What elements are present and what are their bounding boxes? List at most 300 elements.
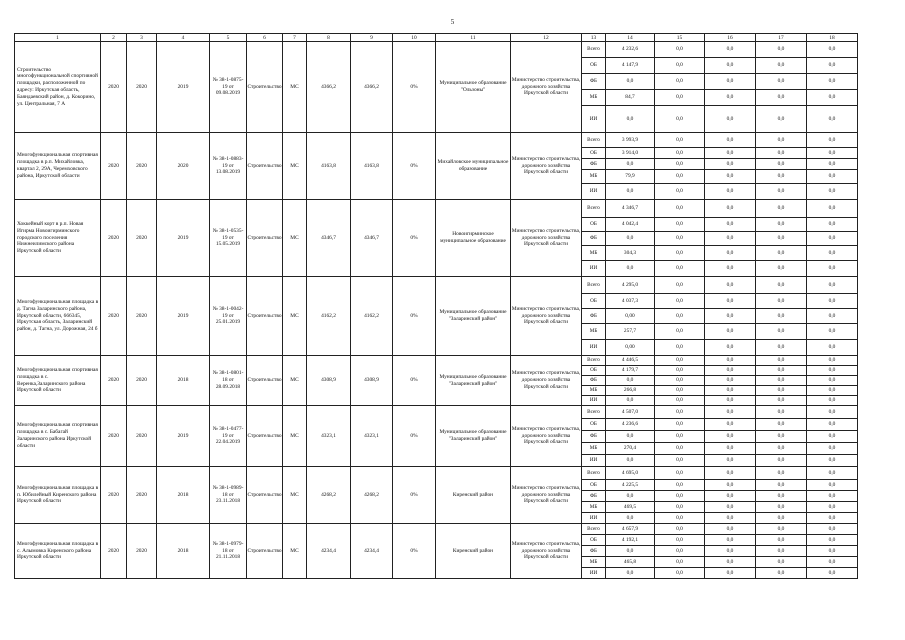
object-c6-cell: Строительство [247,42,283,133]
funding-value-cell: 0,0 [807,502,858,513]
object-c7-cell: МС [283,277,307,356]
funding-category-cell: ИИ [582,513,606,524]
funding-value-cell: 0,0 [606,568,655,579]
object-c9-cell: 4163,8 [351,133,393,200]
funding-value-cell: 0,0 [606,491,655,502]
object-name-cell: Многофункциональная спортивная площадка в с. Веренка,Заларинского района Иркутской области [15,356,101,406]
funding-value-cell: 0,0 [705,309,756,324]
header-cell: 17 [756,34,807,42]
funding-value-cell: 0,0 [756,431,807,443]
funding-value-cell: 0,0 [756,232,807,246]
funding-value-cell: 0,0 [655,200,705,218]
funding-value-cell: 0,0 [705,419,756,431]
funding-value-cell: 0,0 [705,513,756,524]
funding-value-cell: 0,0 [705,386,756,396]
funding-category-cell: ОБ [582,294,606,309]
object-name-cell: Строительство многофункциональной спортивной площадки, расположенной по адресу: Иркутская область, Баяндаевский район, д. Кокорино, ул. Центральная, 7 А [15,42,101,133]
funding-value-cell: 0,0 [756,396,807,406]
funding-value-cell: 3 914,0 [606,148,655,159]
funding-value-cell: 0,0 [655,159,705,170]
funding-category-cell: Всего [582,524,606,535]
funding-value-cell: 0,0 [655,431,705,443]
object-c6-cell: Строительство [247,277,283,356]
funding-value-cell: 0,0 [705,491,756,502]
object-c6-cell: Строительство [247,406,283,467]
funding-value-cell: 0,0 [705,443,756,455]
funding-value-cell: 0,0 [655,524,705,535]
funding-value-cell: 0,0 [705,480,756,491]
funding-value-cell: 0,0 [655,324,705,340]
funding-value-cell: 0,0 [655,170,705,184]
funding-value-cell: 0,0 [756,90,807,106]
funding-value-cell: 0,0 [705,366,756,376]
header-cell: 10 [393,34,436,42]
header-cell: 15 [655,34,705,42]
funding-value-cell: 0,0 [756,170,807,184]
funding-value-cell: 0,0 [807,535,858,546]
object-c2-cell: 2020 [101,42,127,133]
object-c7-cell: МС [283,42,307,133]
funding-value-cell: 0,0 [655,74,705,90]
object-c6-cell: Строительство [247,133,283,200]
header-cell: 12 [511,34,582,42]
funding-category-cell: Всего [582,406,606,419]
funding-value-cell: 304,3 [606,246,655,261]
funding-value-cell: 465,8 [606,557,655,568]
funding-value-cell: 0,0 [807,218,858,232]
funding-value-cell: 0,0 [807,491,858,502]
funding-value-cell: 0,0 [655,419,705,431]
funding-value-cell: 0,0 [655,396,705,406]
funding-value-cell: 0,0 [705,58,756,74]
funding-category-cell: ФБ [582,546,606,557]
funding-value-cell: 4 232,6 [606,42,655,58]
funding-value-cell: 0,0 [756,294,807,309]
funding-value-cell: 4 657,9 [606,524,655,535]
funding-value-cell: 0,0 [807,340,858,356]
object-c4-cell: 2020 [157,133,210,200]
table-row [15,133,858,148]
object-c3-cell: 2020 [127,42,157,133]
object-c5-cell: № 38-1-0989-18 от 23.11.2018 [210,467,247,524]
object-c7-cell: МС [283,524,307,579]
header-cell: 2 [101,34,127,42]
header-cell: 3 [127,34,157,42]
object-c12-cell: Министерство строительства, дорожного хозяйства Иркутской области [511,277,582,356]
object-c10-cell: 0% [393,356,436,406]
object-name-cell: Многофункциональная площадка в д. Тагна Заларинского района, Иркутской области, 666345, Иркутская область, Заларинский район, д. Тагна, ул. Дорожная, 24 б [15,277,101,356]
funding-value-cell: 0,0 [606,261,655,277]
funding-category-cell: ОБ [582,148,606,159]
funding-value-cell: 0,0 [807,356,858,366]
funding-category-cell: ОБ [582,366,606,376]
funding-category-cell: ФБ [582,309,606,324]
object-c7-cell: МС [283,406,307,467]
funding-value-cell: 0,0 [655,340,705,356]
funding-value-cell: 0,0 [756,524,807,535]
table-row [15,524,858,535]
header-cell: 16 [705,34,756,42]
funding-value-cell: 0,0 [756,324,807,340]
funding-value-cell: 0,0 [756,467,807,480]
funding-value-cell: 0,0 [756,106,807,133]
funding-value-cell: 0,0 [606,513,655,524]
funding-value-cell: 0,0 [756,568,807,579]
object-c9-cell: 4162,2 [351,277,393,356]
funding-value-cell: 0,0 [756,513,807,524]
funding-value-cell: 0,0 [756,246,807,261]
column-number-header [15,34,858,42]
funding-value-cell: 0,0 [655,557,705,568]
funding-category-cell: ИИ [582,396,606,406]
object-c5-cell: № 38-1-0042-19 от 25.01.2019 [210,277,247,356]
funding-value-cell: 0,0 [807,513,858,524]
funding-value-cell: 0,0 [705,568,756,579]
object-c5-cell: № 38-1-0875-19 от 09.08.2019 [210,42,247,133]
funding-value-cell: 0,0 [705,200,756,218]
funding-value-cell: 0,0 [756,148,807,159]
funding-value-cell: 0,0 [655,184,705,200]
header-cell: 9 [351,34,393,42]
object-c9-cell: 4366,2 [351,42,393,133]
funding-value-cell: 0,0 [807,74,858,90]
funding-category-cell: МБ [582,443,606,455]
funding-value-cell: 0,0 [705,133,756,148]
funding-value-cell: 0,0 [655,90,705,106]
funding-value-cell: 0,0 [807,568,858,579]
object-c3-cell: 2020 [127,406,157,467]
funding-value-cell: 0,0 [756,218,807,232]
funding-value-cell: 0,0 [655,467,705,480]
header-cell: 7 [283,34,307,42]
table-row [15,277,858,294]
funding-value-cell: 0,0 [807,406,858,419]
funding-category-cell: ОБ [582,218,606,232]
funding-value-cell: 0,0 [807,106,858,133]
object-c12-cell: Министерство строительства, дорожного хозяйства Иркутской области [511,42,582,133]
funding-category-cell: МБ [582,170,606,184]
funding-value-cell: 0,0 [705,455,756,467]
funding-category-cell: Всего [582,42,606,58]
header-cell: 8 [307,34,351,42]
funding-value-cell: 0,0 [756,502,807,513]
object-c2-cell: 2020 [101,467,127,524]
funding-value-cell: 4 295,0 [606,277,655,294]
funding-value-cell: 0,0 [705,557,756,568]
funding-value-cell: 4 236,6 [606,419,655,431]
object-c3-cell: 2020 [127,277,157,356]
funding-category-cell: ФБ [582,74,606,90]
object-c11-cell: Муниципальное образование "Заларинский район" [436,356,511,406]
object-c11-cell: Муниципальное образование "Заларинский район" [436,406,511,467]
funding-value-cell: 0,0 [807,261,858,277]
object-c7-cell: МС [283,467,307,524]
page-number: 5 [450,18,455,26]
funding-value-cell: 257,7 [606,324,655,340]
funding-value-cell: 0,0 [705,74,756,90]
funding-value-cell: 270,4 [606,443,655,455]
object-c12-cell: Министерство строительства, дорожного хозяйства Иркутской области [511,406,582,467]
funding-value-cell: 0,0 [756,340,807,356]
funding-category-cell: ОБ [582,480,606,491]
funding-value-cell: 0,0 [756,366,807,376]
funding-category-cell: МБ [582,246,606,261]
funding-value-cell: 4 037,3 [606,294,655,309]
object-c11-cell: Муниципальное образование "Заларинский район" [436,277,511,356]
object-c8-cell: 4234,4 [307,524,351,579]
object-c11-cell: Новоигирминское муниципальное образование [436,200,511,277]
funding-value-cell: 0,0 [705,546,756,557]
table-row [15,200,858,218]
object-name-cell: Многофункциональная площадка в с. Алымовка Киренского района Иркутской области [15,524,101,579]
funding-value-cell: 0,0 [807,524,858,535]
object-c3-cell: 2020 [127,356,157,406]
funding-value-cell: 0,0 [705,184,756,200]
funding-value-cell: 0,0 [705,356,756,366]
funding-value-cell: 0,0 [655,106,705,133]
funding-value-cell: 0,0 [705,42,756,58]
object-c4-cell: 2018 [157,467,210,524]
funding-value-cell: 0,0 [655,133,705,148]
object-c5-cell: № 38-1-0477-19 от 22.04.2019 [210,406,247,467]
funding-value-cell: 0,0 [705,324,756,340]
funding-value-cell: 0,0 [705,170,756,184]
funding-value-cell: 0,0 [756,406,807,419]
object-c8-cell: 4323,1 [307,406,351,467]
funding-value-cell: 0,0 [756,455,807,467]
header-cell: 4 [157,34,210,42]
object-c8-cell: 4346,7 [307,200,351,277]
funding-category-cell: ФБ [582,376,606,386]
funding-category-cell: Всего [582,277,606,294]
funding-category-cell: ОБ [582,58,606,74]
funding-value-cell: 0,0 [655,294,705,309]
funding-value-cell: 0,0 [705,261,756,277]
funding-value-cell: 469,5 [606,502,655,513]
object-c9-cell: 4346,7 [351,200,393,277]
funding-value-cell: 0,0 [807,90,858,106]
object-c2-cell: 2020 [101,133,127,200]
funding-value-cell: 0,0 [807,419,858,431]
funding-value-cell: 0,0 [655,366,705,376]
funding-value-cell: 0,0 [705,376,756,386]
object-c10-cell: 0% [393,200,436,277]
object-c7-cell: МС [283,356,307,406]
funding-value-cell: 0,0 [606,376,655,386]
funding-value-cell: 0,0 [807,455,858,467]
object-c4-cell: 2018 [157,524,210,579]
funding-value-cell: 0,0 [807,294,858,309]
object-c8-cell: 4163,8 [307,133,351,200]
funding-category-cell: Всего [582,133,606,148]
funding-value-cell: 0,0 [705,431,756,443]
table-row [15,356,858,366]
funding-value-cell: 0,0 [655,277,705,294]
object-c5-cell: № 38-1-0535-19 от 15.05.2019 [210,200,247,277]
funding-value-cell: 0,0 [606,455,655,467]
funding-value-cell: 4 179,7 [606,366,655,376]
object-c12-cell: Министерство строительства, дорожного хозяйства Иркутской области [511,467,582,524]
funding-category-cell: ФБ [582,431,606,443]
funding-value-cell: 0,0 [655,218,705,232]
funding-value-cell: 0,0 [705,396,756,406]
funding-value-cell: 0,0 [705,106,756,133]
funding-value-cell: 0,0 [807,480,858,491]
object-c5-cell: № 38-1-0979-18 от 21.11.2018 [210,524,247,579]
object-c8-cell: 4268,2 [307,467,351,524]
object-c12-cell: Министерство строительства, дорожного хозяйства Иркутской области [511,200,582,277]
object-c4-cell: 2018 [157,356,210,406]
funding-value-cell: 0,0 [705,524,756,535]
funding-value-cell: 0,0 [807,309,858,324]
funding-value-cell: 0,0 [807,376,858,386]
funding-value-cell: 0,0 [807,324,858,340]
object-c8-cell: 4366,2 [307,42,351,133]
funding-value-cell: 4 346,7 [606,200,655,218]
funding-category-cell: ИИ [582,261,606,277]
object-c2-cell: 2020 [101,406,127,467]
object-c11-cell: Киренский район [436,524,511,579]
funding-value-cell: 0,0 [606,159,655,170]
object-c9-cell: 4234,4 [351,524,393,579]
funding-value-cell: 0,0 [756,546,807,557]
object-c8-cell: 4308,9 [307,356,351,406]
funding-value-cell: 4 147,9 [606,58,655,74]
funding-value-cell: 0,0 [705,148,756,159]
funding-category-cell: МБ [582,386,606,396]
object-c9-cell: 4323,1 [351,406,393,467]
object-c10-cell: 0% [393,277,436,356]
funding-value-cell: 0,0 [807,396,858,406]
header-cell: 14 [606,34,655,42]
funding-value-cell: 0,00 [606,309,655,324]
object-c8-cell: 4162,2 [307,277,351,356]
object-c2-cell: 2020 [101,277,127,356]
funding-value-cell: 0,0 [705,90,756,106]
funding-value-cell: 0,0 [756,184,807,200]
object-c6-cell: Строительство [247,356,283,406]
funding-value-cell: 0,0 [756,74,807,90]
funding-category-cell: ОБ [582,535,606,546]
funding-value-cell: 0,0 [756,58,807,74]
object-c11-cell: Киренский район [436,467,511,524]
object-c11-cell: Муниципальное образование "Ользоны" [436,42,511,133]
funding-value-cell: 0,0 [655,568,705,579]
object-c3-cell: 2020 [127,133,157,200]
object-name-cell: Многофункциональная площадка в п. Юбилейный Киренского района Иркутской области [15,467,101,524]
funding-value-cell: 84,7 [606,90,655,106]
object-name-cell: Многофункциональная спортивная площадка в с. Бабагай Заларинского района Иркутской области [15,406,101,467]
funding-value-cell: 0,0 [655,513,705,524]
funding-value-cell: 0,0 [756,480,807,491]
funding-value-cell: 0,0 [807,184,858,200]
funding-value-cell: 0,0 [705,340,756,356]
funding-value-cell: 0,00 [606,340,655,356]
funding-value-cell: 0,0 [705,159,756,170]
funding-category-cell: ИИ [582,568,606,579]
funding-value-cell: 0,0 [606,106,655,133]
funding-value-cell: 79,9 [606,170,655,184]
object-c10-cell: 0% [393,524,436,579]
funding-value-cell: 0,0 [705,277,756,294]
funding-category-cell: ФБ [582,159,606,170]
funding-value-cell: 0,0 [655,246,705,261]
construction-objects-table [14,33,858,579]
funding-value-cell: 0,0 [705,535,756,546]
funding-category-cell: ИИ [582,455,606,467]
funding-value-cell: 0,0 [655,232,705,246]
object-name-cell: Многофункциональная спортивная площадка в р.п. Михайловка, квартал 2, 29А, Черемховского района, Иркутской области [15,133,101,200]
object-c12-cell: Министерство строительства, дорожного хозяйства Иркутской области [511,524,582,579]
header-cell: 6 [247,34,283,42]
funding-value-cell: 0,0 [807,366,858,376]
funding-value-cell: 0,0 [756,443,807,455]
funding-value-cell: 0,0 [756,557,807,568]
object-c2-cell: 2020 [101,356,127,406]
object-name-cell: Хоккейный корт в р.п. Новая Игирма Новоигирминского городского поселения Нижнеилимского района Иркутской области [15,200,101,277]
funding-value-cell: 0,0 [807,431,858,443]
object-c2-cell: 2020 [101,200,127,277]
funding-value-cell: 0,0 [807,200,858,218]
header-cell: 13 [582,34,606,42]
funding-category-cell: ОБ [582,419,606,431]
funding-value-cell: 0,0 [756,200,807,218]
funding-value-cell: 4 192,1 [606,535,655,546]
funding-value-cell: 3 993,9 [606,133,655,148]
funding-value-cell: 0,0 [655,443,705,455]
funding-value-cell: 0,0 [655,148,705,159]
funding-value-cell: 0,0 [655,42,705,58]
funding-value-cell: 0,0 [705,467,756,480]
object-c3-cell: 2020 [127,467,157,524]
funding-value-cell: 0,0 [606,74,655,90]
funding-value-cell: 0,0 [807,58,858,74]
funding-value-cell: 0,0 [807,277,858,294]
funding-value-cell: 0,0 [807,246,858,261]
funding-value-cell: 0,0 [807,467,858,480]
funding-value-cell: 0,0 [756,535,807,546]
funding-value-cell: 0,0 [705,502,756,513]
funding-value-cell: 0,0 [756,159,807,170]
funding-category-cell: ИИ [582,340,606,356]
object-c10-cell: 0% [393,467,436,524]
funding-value-cell: 0,0 [756,491,807,502]
funding-value-cell: 0,0 [756,42,807,58]
object-c6-cell: Строительство [247,200,283,277]
object-c7-cell: МС [283,200,307,277]
funding-value-cell: 4 695,0 [606,467,655,480]
funding-category-cell: МБ [582,90,606,106]
funding-category-cell: МБ [582,502,606,513]
funding-value-cell: 0,0 [756,133,807,148]
funding-value-cell: 0,0 [655,356,705,366]
object-c2-cell: 2020 [101,524,127,579]
funding-value-cell: 0,0 [655,261,705,277]
funding-category-cell: ИИ [582,106,606,133]
funding-value-cell: 0,0 [606,184,655,200]
funding-value-cell: 0,0 [807,42,858,58]
funding-value-cell: 4 042,4 [606,218,655,232]
funding-value-cell: 0,0 [756,277,807,294]
object-c4-cell: 2019 [157,42,210,133]
funding-category-cell: МБ [582,324,606,340]
funding-value-cell: 266,8 [606,386,655,396]
funding-value-cell: 0,0 [655,309,705,324]
funding-value-cell: 0,0 [807,557,858,568]
funding-category-cell: ФБ [582,491,606,502]
object-c9-cell: 4268,2 [351,467,393,524]
funding-value-cell: 0,0 [705,294,756,309]
